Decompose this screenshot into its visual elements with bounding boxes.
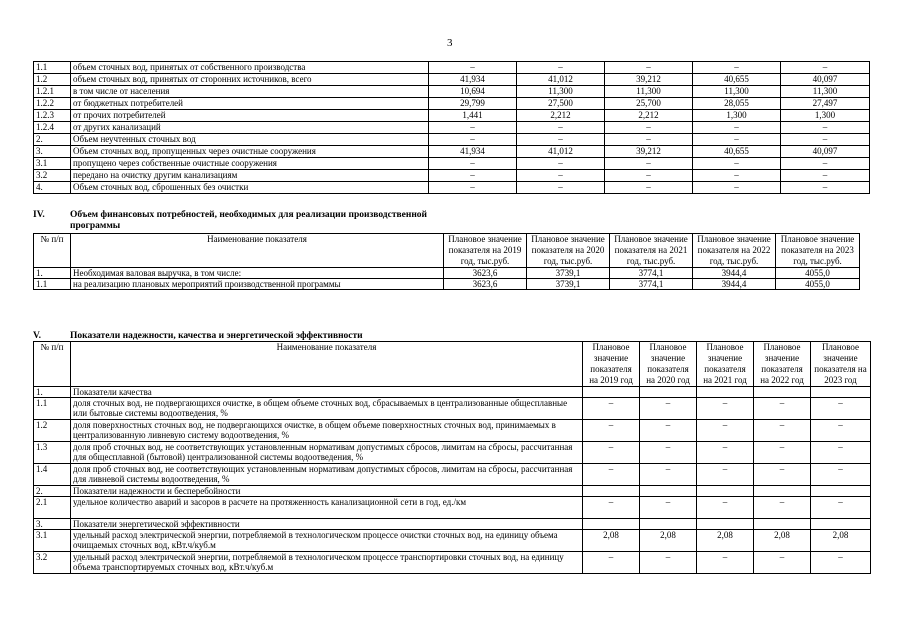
table-row xyxy=(34,268,860,279)
value-cell: 3774,1 xyxy=(610,268,693,279)
row-number: 1.2 xyxy=(34,420,71,442)
header-row xyxy=(34,234,860,268)
row-number: 3.1 xyxy=(34,158,71,170)
financial-needs-table xyxy=(33,233,860,290)
value-cell: 3774,1 xyxy=(610,279,693,290)
table-row xyxy=(34,464,871,486)
value-cell: 2,212 xyxy=(605,110,693,122)
value-cell: – xyxy=(754,552,811,574)
row-name: объем сточных вод, принятых от собственного производства xyxy=(71,62,429,74)
column-header: Плановое значение показателя на 2021 год, тыс.руб. xyxy=(610,234,693,268)
row-number: 1.2 xyxy=(34,74,71,86)
value-cell: – xyxy=(781,62,870,74)
table-row xyxy=(34,497,871,519)
value-cell: – xyxy=(429,170,517,182)
value-cell: – xyxy=(640,552,697,574)
row-name: от бюджетных потребителей xyxy=(71,98,429,110)
value-cell: – xyxy=(754,497,811,519)
value-cell: – xyxy=(811,420,871,442)
table-row xyxy=(34,519,871,530)
row-name: пропущено через собственные очистные сооружения xyxy=(71,158,429,170)
column-header: Наименование показателя xyxy=(71,342,583,387)
column-header: Плановое значение показателя на 2022 год, тыс.руб. xyxy=(693,234,776,268)
value-cell: 2,08 xyxy=(640,530,697,552)
table-row xyxy=(34,182,870,194)
value-cell xyxy=(811,387,871,398)
value-cell: 40,097 xyxy=(781,74,870,86)
value-cell: – xyxy=(811,552,871,574)
value-cell: – xyxy=(517,182,605,194)
value-cell xyxy=(697,387,754,398)
value-cell: – xyxy=(583,464,640,486)
row-name: Необходимая валовая выручка, в том числе: xyxy=(71,268,444,279)
value-cell: – xyxy=(583,420,640,442)
value-cell: – xyxy=(517,62,605,74)
column-header: Плановое значение показателя на 2021 год xyxy=(697,342,754,387)
section-4-number: IV. xyxy=(33,210,45,220)
row-number: 1.2.3 xyxy=(34,110,71,122)
column-header: № п/п xyxy=(34,234,71,268)
value-cell: 27,497 xyxy=(781,98,870,110)
value-cell: – xyxy=(754,398,811,420)
value-cell: 1,300 xyxy=(693,110,781,122)
value-cell: – xyxy=(429,158,517,170)
value-cell: – xyxy=(640,442,697,464)
row-number: 2.1 xyxy=(34,497,71,519)
value-cell: – xyxy=(697,497,754,519)
value-cell: 27,500 xyxy=(517,98,605,110)
value-cell: 28,055 xyxy=(693,98,781,110)
row-number: 1.3 xyxy=(34,442,71,464)
row-name: доля проб сточных вод, не соответствующих установленным нормативам допустимых сбросов, лимитам на сбросы, рассчитанная для ливневой системы водоотведения, % xyxy=(71,464,583,486)
column-header: Наименование показателя xyxy=(71,234,444,268)
row-name: Показатели качества xyxy=(71,387,583,398)
value-cell: – xyxy=(605,170,693,182)
value-cell: 39,212 xyxy=(605,146,693,158)
value-cell: 2,212 xyxy=(517,110,605,122)
table-row xyxy=(34,486,871,497)
table-row xyxy=(34,387,871,398)
value-cell: 1,300 xyxy=(781,110,870,122)
value-cell: – xyxy=(693,170,781,182)
value-cell: 4055,0 xyxy=(776,268,860,279)
header-row xyxy=(34,342,871,387)
column-header: Плановое значение показателя на 2023 год xyxy=(811,342,871,387)
value-cell: – xyxy=(583,442,640,464)
table-row xyxy=(34,62,870,74)
value-cell: – xyxy=(429,182,517,194)
value-cell: 41,012 xyxy=(517,146,605,158)
value-cell: 40,655 xyxy=(693,74,781,86)
value-cell: 2,08 xyxy=(811,530,871,552)
row-name: Объем неучтенных сточных вод xyxy=(71,134,429,146)
row-number: 3.2 xyxy=(34,170,71,182)
value-cell: – xyxy=(429,62,517,74)
value-cell: – xyxy=(781,158,870,170)
section-5-number: V. xyxy=(33,331,42,341)
row-name: от прочих потребителей xyxy=(71,110,429,122)
row-number: 2. xyxy=(34,134,71,146)
section-4-title-line2: программы xyxy=(70,221,121,231)
value-cell: – xyxy=(693,182,781,194)
value-cell: 40,655 xyxy=(693,146,781,158)
row-number: 1.2.4 xyxy=(34,122,71,134)
value-cell: – xyxy=(429,134,517,146)
row-name: Показатели надежности и бесперебойности xyxy=(71,486,583,497)
value-cell: – xyxy=(781,134,870,146)
value-cell xyxy=(583,486,640,497)
value-cell: – xyxy=(605,62,693,74)
section-5-title: Показатели надежности, качества и энергетической эффективности xyxy=(70,331,363,341)
table-row xyxy=(34,134,870,146)
row-number: 1.1 xyxy=(34,398,71,420)
value-cell xyxy=(697,519,754,530)
table-row xyxy=(34,98,870,110)
row-name: Объем сточных вод, сброшенных без очистки xyxy=(71,182,429,194)
value-cell: – xyxy=(811,398,871,420)
value-cell: 2,08 xyxy=(754,530,811,552)
row-number: 1. xyxy=(34,268,71,279)
table-row xyxy=(34,170,870,182)
value-cell xyxy=(754,486,811,497)
value-cell xyxy=(583,387,640,398)
value-cell: – xyxy=(781,182,870,194)
value-cell: – xyxy=(583,552,640,574)
row-name: от других канализаций xyxy=(71,122,429,134)
value-cell: – xyxy=(697,464,754,486)
value-cell: – xyxy=(640,464,697,486)
table-row xyxy=(34,279,860,290)
value-cell: – xyxy=(640,398,697,420)
row-name: в том числе от населения xyxy=(71,86,429,98)
value-cell: 3944,4 xyxy=(693,279,776,290)
value-cell: – xyxy=(517,134,605,146)
value-cell: 11,300 xyxy=(605,86,693,98)
table-row xyxy=(34,552,871,574)
value-cell: – xyxy=(517,158,605,170)
value-cell xyxy=(583,519,640,530)
value-cell: – xyxy=(693,62,781,74)
value-cell: 41,012 xyxy=(517,74,605,86)
value-cell: – xyxy=(583,497,640,519)
value-cell: – xyxy=(429,122,517,134)
value-cell xyxy=(640,519,697,530)
reliability-quality-table xyxy=(33,341,871,574)
table-row xyxy=(34,110,870,122)
value-cell: 3739,1 xyxy=(527,279,610,290)
table-row xyxy=(34,530,871,552)
value-cell: – xyxy=(693,122,781,134)
value-cell: 3623,6 xyxy=(444,279,527,290)
value-cell xyxy=(811,519,871,530)
row-number: 1.2.2 xyxy=(34,98,71,110)
row-number: 3. xyxy=(34,519,71,530)
value-cell: – xyxy=(697,442,754,464)
row-number: 1.2.1 xyxy=(34,86,71,98)
value-cell: 3944,4 xyxy=(693,268,776,279)
row-number: 4. xyxy=(34,182,71,194)
row-name: объем сточных вод, принятых от сторонних источников, всего xyxy=(71,74,429,86)
value-cell: – xyxy=(781,122,870,134)
value-cell: 40,097 xyxy=(781,146,870,158)
value-cell: 3623,6 xyxy=(444,268,527,279)
row-name: удельный расход электрической энергии, потребляемой в технологическом процессе очистки сточных вод, на единицу объема очищаемых сточных вод, кВт.ч/куб.м xyxy=(71,530,583,552)
value-cell: 1,441 xyxy=(429,110,517,122)
value-cell: – xyxy=(605,122,693,134)
section-4-title-line1: Объем финансовых потребностей, необходимых для реализации производственной xyxy=(70,210,428,220)
column-header: Плановое значение показателя на 2019 год xyxy=(583,342,640,387)
table-row xyxy=(34,146,870,158)
row-number: 2. xyxy=(34,486,71,497)
table-row xyxy=(34,74,870,86)
value-cell xyxy=(811,486,871,497)
value-cell: – xyxy=(605,134,693,146)
row-name: удельный расход электрической энергии, потребляемой в технологическом процессе транспортировки сточных вод, на единицу объема транспортируемых сточных вод, кВт.ч/куб.м xyxy=(71,552,583,574)
row-number: 3.1 xyxy=(34,530,71,552)
value-cell: – xyxy=(605,182,693,194)
value-cell: – xyxy=(781,170,870,182)
value-cell: 11,300 xyxy=(781,86,870,98)
row-name: передано на очистку другим канализациям xyxy=(71,170,429,182)
value-cell: 11,300 xyxy=(693,86,781,98)
value-cell: – xyxy=(583,398,640,420)
value-cell: – xyxy=(754,442,811,464)
value-cell: – xyxy=(811,442,871,464)
table-row xyxy=(34,398,871,420)
row-name: удельное количество аварий и засоров в расчете на протяженность канализационной сети в год, ед./км xyxy=(71,497,583,519)
row-name: Показатели энергетической эффективности xyxy=(71,519,583,530)
page-number: 3 xyxy=(447,37,453,49)
value-cell: – xyxy=(811,497,871,519)
column-header: № п/п xyxy=(34,342,71,387)
row-number: 1.1 xyxy=(34,62,71,74)
value-cell: 2,08 xyxy=(697,530,754,552)
column-header: Плановое значение показателя на 2023 год, тыс.руб. xyxy=(776,234,860,268)
value-cell: – xyxy=(517,170,605,182)
value-cell: 2,08 xyxy=(583,530,640,552)
value-cell: – xyxy=(754,420,811,442)
value-cell: 11,300 xyxy=(517,86,605,98)
value-cell xyxy=(640,387,697,398)
value-cell: 39,212 xyxy=(605,74,693,86)
row-name: доля поверхностных сточных вод, не подвергающихся очистке, в общем объеме поверхностных сточных вод, принимаемых в централизованную ливневую систему водоотведения, % xyxy=(71,420,583,442)
value-cell: – xyxy=(640,497,697,519)
value-cell: – xyxy=(697,398,754,420)
table-row xyxy=(34,86,870,98)
row-number: 1.4 xyxy=(34,464,71,486)
value-cell xyxy=(640,486,697,497)
table-row xyxy=(34,158,870,170)
value-cell: – xyxy=(605,158,693,170)
value-cell: 25,700 xyxy=(605,98,693,110)
column-header: Плановое значение показателя на 2020 год, тыс.руб. xyxy=(527,234,610,268)
wastewater-volume-table xyxy=(33,61,870,194)
value-cell: 4055,0 xyxy=(776,279,860,290)
value-cell: 10,694 xyxy=(429,86,517,98)
value-cell: – xyxy=(697,420,754,442)
value-cell: 41,934 xyxy=(429,146,517,158)
row-name: доля проб сточных вод, не соответствующих установленным нормативам допустимых сбросов, лимитам на сбросы, рассчитанная для общесплавной (бытовой) централизованной системы водоотведения, % xyxy=(71,442,583,464)
row-name: доля сточных вод, не подвергающихся очистке, в общем объеме сточных вод, сбрасываемых в централизованные общесплавные или бытовые системы водоотведения, % xyxy=(71,398,583,420)
table-row xyxy=(34,442,871,464)
table-row xyxy=(34,420,871,442)
row-number: 3.2 xyxy=(34,552,71,574)
value-cell xyxy=(754,387,811,398)
row-number: 1.1 xyxy=(34,279,71,290)
row-name: на реализацию плановых мероприятий производственной программы xyxy=(71,279,444,290)
value-cell: – xyxy=(697,552,754,574)
value-cell: – xyxy=(811,464,871,486)
value-cell: – xyxy=(693,158,781,170)
column-header: Плановое значение показателя на 2020 год xyxy=(640,342,697,387)
row-number: 1. xyxy=(34,387,71,398)
row-name: Объем сточных вод, пропущенных через очистные сооружения xyxy=(71,146,429,158)
column-header: Плановое значение показателя на 2022 год xyxy=(754,342,811,387)
value-cell xyxy=(754,519,811,530)
row-number: 3. xyxy=(34,146,71,158)
table-row xyxy=(34,122,870,134)
column-header: Плановое значение показателя на 2019 год, тыс.руб. xyxy=(444,234,527,268)
value-cell: – xyxy=(754,464,811,486)
value-cell: 29,799 xyxy=(429,98,517,110)
value-cell xyxy=(697,486,754,497)
value-cell: – xyxy=(517,122,605,134)
value-cell: 3739,1 xyxy=(527,268,610,279)
value-cell: 41,934 xyxy=(429,74,517,86)
value-cell: – xyxy=(693,134,781,146)
value-cell: – xyxy=(640,420,697,442)
